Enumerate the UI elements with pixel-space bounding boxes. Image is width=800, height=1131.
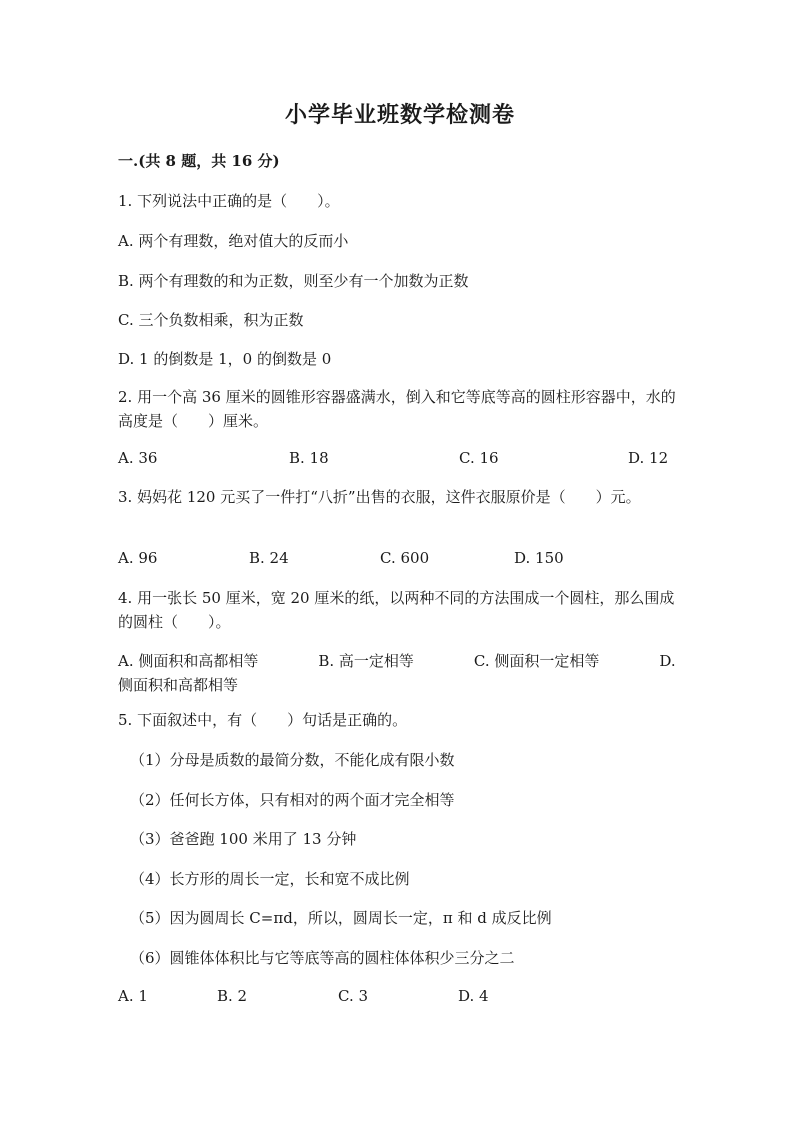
question-1-stem: 1. 下列说法中正确的是（ ）。	[118, 192, 340, 210]
question-3-option-d[interactable]: D. 150	[514, 549, 564, 567]
question-4-options[interactable]: A. 侧面积和高都相等 B. 高一定相等 C. 侧面积一定相等 D. 侧面积和高都相等	[118, 652, 676, 694]
question-3-option-b[interactable]: B. 24	[249, 549, 289, 567]
question-2-option-d[interactable]: D. 12	[628, 449, 669, 467]
question-5-option-c[interactable]: C. 3	[338, 987, 369, 1005]
question-1-option-a[interactable]: A. 两个有理数，绝对值大的反而小	[118, 232, 349, 250]
question-1-option-b[interactable]: B. 两个有理数的和为正数，则至少有一个加数为正数	[118, 272, 469, 290]
section-heading: 一.(共 8 题，共 16 分)	[118, 152, 280, 170]
question-2-option-b[interactable]: B. 18	[289, 449, 329, 467]
question-3-option-a[interactable]: A. 96	[118, 549, 158, 567]
question-5-statement-1: （1）分母是质数的最简分数，不能化成有限小数	[130, 751, 455, 769]
question-5-statement-4: （4）长方形的周长一定，长和宽不成比例	[130, 870, 410, 888]
question-1-option-d[interactable]: D. 1 的倒数是 1，0 的倒数是 0	[118, 350, 332, 368]
page-title: 小学毕业班数学检测卷	[284, 102, 515, 128]
question-5-statement-3: （3）爸爸跑 100 米用了 13 分钟	[130, 830, 357, 848]
question-5-option-b[interactable]: B. 2	[217, 987, 248, 1005]
question-3-option-c[interactable]: C. 600	[380, 549, 430, 567]
question-1-option-c[interactable]: C. 三个负数相乘，积为正数	[118, 311, 304, 329]
question-2-stem: 2. 用一个高 36 厘米的圆锥形容器盛满水，倒入和它等底等高的圆柱形容器中，水的高度是（ ）厘米。	[118, 388, 676, 430]
question-5-stem: 5. 下面叙述中，有（ ）句话是正确的。	[118, 711, 408, 729]
question-4-stem: 4. 用一张长 50 厘米，宽 20 厘米的纸，以两种不同的方法围成一个圆柱，那么围成的圆柱（ ）。	[118, 589, 675, 631]
question-2-option-c[interactable]: C. 16	[459, 449, 499, 467]
question-5-statement-6: （6）圆锥体体积比与它等底等高的圆柱体体积少三分之二	[130, 949, 515, 967]
question-2-option-a[interactable]: A. 36	[118, 449, 158, 467]
question-5-statement-5: （5）因为圆周长 C=πd，所以，圆周长一定，π 和 d 成反比例	[130, 909, 552, 927]
question-5-statement-2: （2）任何长方体，只有相对的两个面才完全相等	[130, 791, 455, 809]
question-5-option-a[interactable]: A. 1	[118, 987, 148, 1005]
question-5-option-d[interactable]: D. 4	[458, 987, 489, 1005]
question-3-stem: 3. 妈妈花 120 元买了一件打“八折”出售的衣服，这件衣服原价是（ ）元。	[118, 488, 641, 506]
